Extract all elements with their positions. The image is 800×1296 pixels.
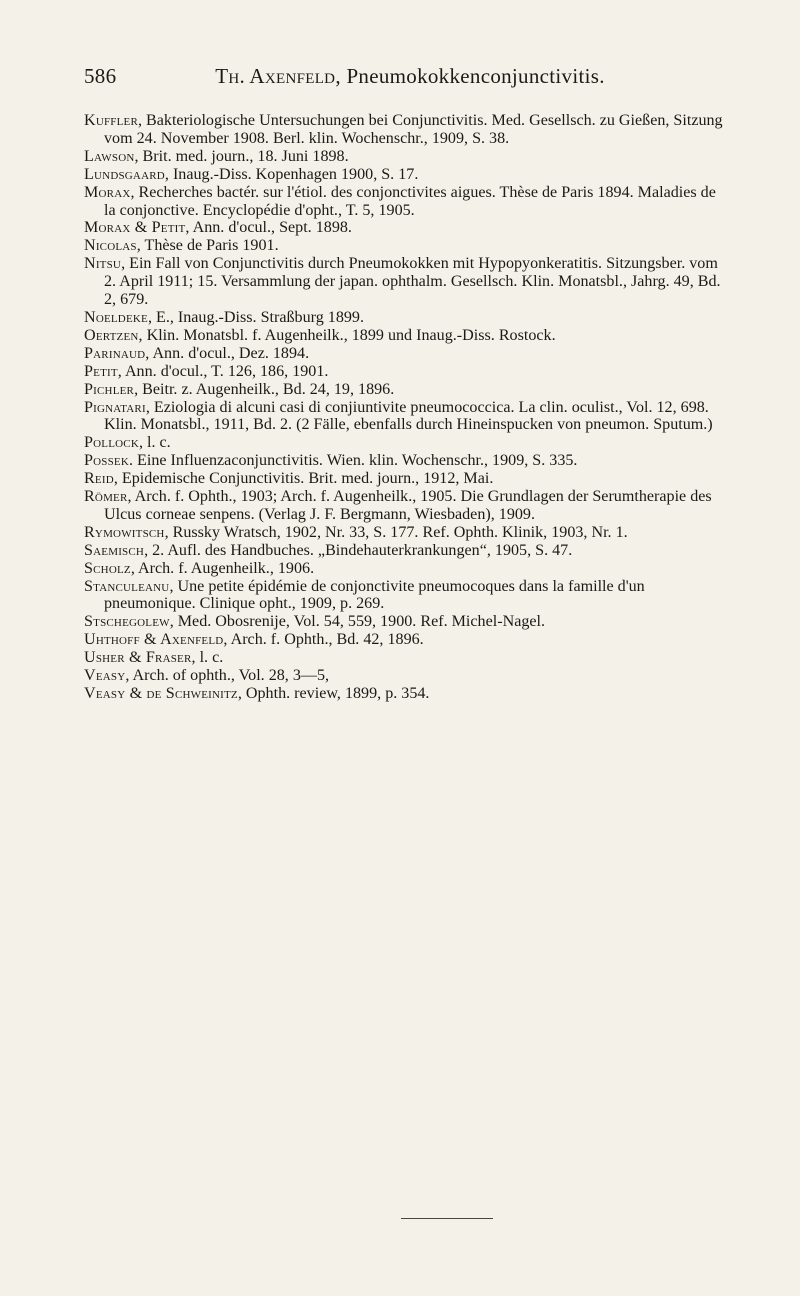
reference-text: , Ann. d'ocul., Sept. 1898. xyxy=(185,219,352,237)
reference-entry xyxy=(84,184,730,220)
reference-entry xyxy=(84,613,730,631)
reference-text: , Ophth. review, 1899, p. 354. xyxy=(237,685,430,702)
running-header xyxy=(84,64,724,94)
reference-text: , Klin. Monatsbl. f. Augenheilk., 1899 und Inaug.-Diss. Rostock. xyxy=(138,326,556,344)
reference-entry xyxy=(84,488,730,524)
reference-entry xyxy=(84,631,730,649)
reference-list xyxy=(84,112,730,703)
reference-text: , l. c. xyxy=(138,434,171,452)
reference-author: Noeldeke xyxy=(84,308,148,326)
reference-entry xyxy=(84,112,730,148)
reference-author: Nicolas xyxy=(84,237,137,255)
reference-author: Römer xyxy=(84,488,128,506)
reference-entry xyxy=(84,578,730,614)
reference-text: , Inaug.-Diss. Kopenhagen 1900, S. 17. xyxy=(164,165,419,183)
reference-text: , E., Inaug.-Diss. Straßburg 1899. xyxy=(147,308,364,326)
reference-author: Lawson xyxy=(84,147,135,165)
header-title: Pneumokokkenconjunctivitis. xyxy=(346,64,605,88)
reference-entry xyxy=(84,685,730,703)
reference-author: Lundsgaard xyxy=(84,165,165,183)
reference-text: , Ein Fall von Conjunctivitis durch Pneumokokken mit Hypopyonkeratitis. Sitzungsber. vom 2. April 1911; 15. Versammlung der japan. ophthalm. Gesellsch. Klin. Monatsbl., Jahrg. 49, Bd. 2, 679. xyxy=(104,255,721,309)
reference-entry xyxy=(84,309,730,327)
reference-text: , Ann. d'ocul., Dez. 1894. xyxy=(145,344,310,362)
reference-author: Morax & Petit xyxy=(84,219,186,237)
reference-author: Stschegolew xyxy=(84,613,170,631)
reference-entry xyxy=(84,345,730,363)
reference-entry xyxy=(84,399,730,435)
reference-author: Nitsu xyxy=(84,255,122,273)
reference-author: Parinaud xyxy=(84,344,146,362)
reference-entry xyxy=(84,434,730,452)
reference-entry xyxy=(84,363,730,381)
reference-author: Rymowitsch xyxy=(84,523,165,541)
reference-entry xyxy=(84,542,730,560)
reference-entry xyxy=(84,237,730,255)
reference-text: . Eine Influenzaconjunctivitis. Wien. klin. Wochenschr., 1909, S. 335. xyxy=(129,452,578,470)
reference-text: , Ann. d'ocul., T. 126, 186, 1901. xyxy=(117,362,329,380)
reference-entry xyxy=(84,649,730,667)
reference-entry xyxy=(84,219,730,237)
reference-entry xyxy=(84,327,730,345)
reference-text: , Bakteriologische Untersuchungen bei Conjunctivitis. Med. Gesellsch. zu Gießen, Sitzung vom 24. November 1908. Berl. klin. Wochenschr., 1909, S. 38. xyxy=(104,112,723,147)
reference-entry xyxy=(84,255,730,309)
reference-text: , Arch. of ophth., Vol. 28, 3—5, xyxy=(125,667,330,685)
reference-text: , 2. Aufl. des Handbuches. „Bindehauterkrankungen“, 1905, S. 47. xyxy=(144,541,573,559)
reference-text: , Brit. med. journ., 18. Juni 1898. xyxy=(134,147,349,165)
reference-author: Petit xyxy=(84,362,118,380)
reference-author: Pignatari xyxy=(84,398,146,416)
reference-author: Possek xyxy=(84,452,129,470)
reference-author: Kuffler xyxy=(84,112,138,129)
reference-author: Veasy & de Schweinitz xyxy=(84,685,238,702)
reference-entry xyxy=(84,667,730,685)
reference-author: Uhthoff & Axenfeld xyxy=(84,631,224,649)
reference-author: Reid xyxy=(84,470,114,488)
reference-entry xyxy=(84,166,730,184)
page-number: 586 xyxy=(84,64,117,88)
reference-entry xyxy=(84,560,730,578)
reference-author: Stanculeanu xyxy=(84,577,170,595)
reference-author: Scholz xyxy=(84,559,131,577)
reference-author: Morax xyxy=(84,183,131,201)
reference-text: , Med. Obosrenije, Vol. 54, 559, 1900. Ref. Michel-Nagel. xyxy=(169,613,546,631)
reference-entry xyxy=(84,524,730,542)
reference-entry xyxy=(84,452,730,470)
reference-text: , Arch. f. Augenheilk., 1906. xyxy=(130,559,315,577)
reference-text: , Thèse de Paris 1901. xyxy=(136,237,279,255)
running-title: Th. Axenfeld, Pneumokokkenconjunctivitis. xyxy=(215,64,605,88)
reference-text: , l. c. xyxy=(191,649,224,667)
header-author: Th. Axenfeld xyxy=(215,64,336,88)
reference-author: Oertzen xyxy=(84,326,139,344)
reference-text: , Arch. f. Ophth., Bd. 42, 1896. xyxy=(223,631,424,649)
reference-text: , Arch. f. Ophth., 1903; Arch. f. Augenheilk., 1905. Die Grundlagen der Serumtherapie des Ulcus corneae senpens. (Verlag J. F. Bergmann, Wiesbaden), 1909. xyxy=(104,488,712,523)
reference-text: , Eziologia di alcuni casi di conjiuntivite pneumococcica. La clin. oculist., Vol. 12, 698. Klin. Monatsbl., 1911, Bd. 2. (2 Fälle, ebenfalls durch Hineinspucken von pneumon. Sputum.) xyxy=(104,398,713,434)
reference-entry xyxy=(84,470,730,488)
reference-text: , Epidemische Conjunctivitis. Brit. med. journ., 1912, Mai. xyxy=(113,470,494,488)
reference-author: Pichler xyxy=(84,380,135,398)
reference-entry xyxy=(84,148,730,166)
reference-entry xyxy=(84,381,730,399)
end-rule xyxy=(401,1218,493,1219)
reference-text: , Russky Wratsch, 1902, Nr. 33, S. 177. Ref. Ophth. Klinik, 1903, Nr. 1. xyxy=(164,523,628,541)
reference-author: Usher & Fraser xyxy=(84,649,192,667)
reference-author: Saemisch xyxy=(84,541,145,559)
reference-text: , Beitr. z. Augenheilk., Bd. 24, 19, 1896. xyxy=(134,380,395,398)
reference-author: Pollock xyxy=(84,434,139,452)
reference-author: Veasy xyxy=(84,667,126,685)
reference-text: , Une petite épidémie de conjonctivite pneumocoques dans la famille d'un pneumonique. Clinique opht., 1909, p. 269. xyxy=(104,577,645,613)
reference-text: , Recherches bactér. sur l'étiol. des conjonctivites aigues. Thèse de Paris 1894. Maladies de la conjonctive. Encyclopédie d'opht., T. 5, 1905. xyxy=(104,183,716,219)
